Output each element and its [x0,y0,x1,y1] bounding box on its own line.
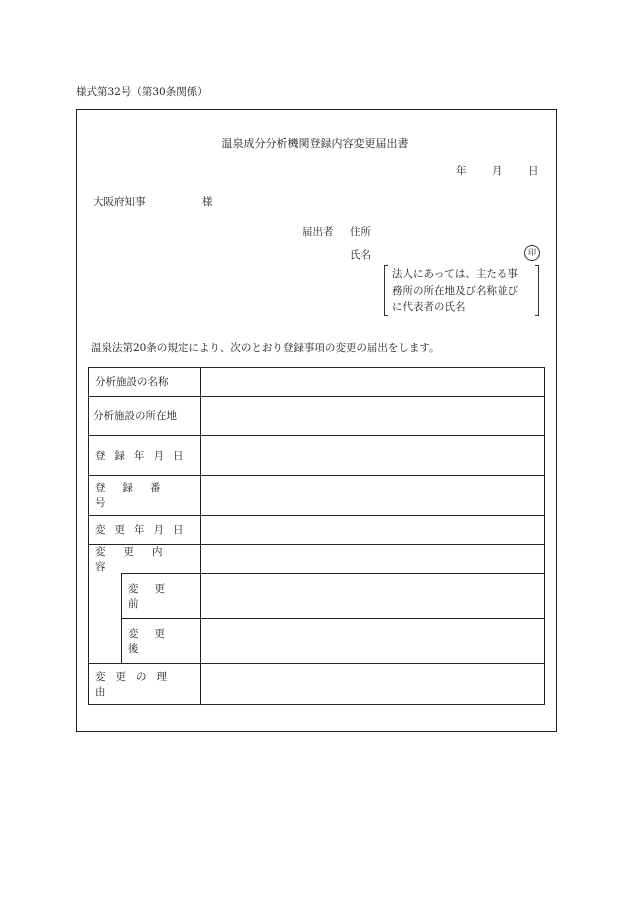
change-reason-label: 変更の理由 [95,670,177,698]
form-number-label: 様式第32号（第30条関係） [76,86,208,98]
notifier-address-label: 住所 [350,226,371,238]
seal-mark: 印 [524,245,540,261]
facility-name-label: 分析施設の名称 [95,376,169,388]
registration-date-label: 登録年月日 [95,449,193,462]
note-line: に代表者の氏名 [392,301,466,313]
date-day-label: 日 [528,165,539,177]
corporation-note [384,265,539,316]
facility-location-label: 分析施設の所在地 [93,410,177,422]
notifier-heading: 届出者 [302,226,334,238]
date-year-label: 年 [456,165,467,177]
change-date-label: 変更年月日 [95,524,193,536]
before-change-label: 変更前 [128,582,181,610]
bracket-left [384,265,388,316]
addressee-name: 大阪府知事 [93,196,146,208]
registration-number-label: 登録番号 [95,482,178,509]
note-line: 法人にあっては、主たる事 [392,268,518,280]
addressee-honorific: 様 [202,196,213,208]
change-content-label: 変更内容 [95,545,181,573]
date-month-label: 月 [492,165,503,177]
form-title: 温泉成分分析機関登録内容変更届出書 [221,137,409,150]
bracket-right [535,265,539,316]
notification-statement: 温泉法第20条の規定により、次のとおり登録事項の変更の届出をします。 [91,342,440,354]
note-line: 務所の所在地及び名称並び [392,284,518,297]
after-change-label: 変更後 [128,627,181,655]
notifier-name-label: 氏名 [350,249,371,261]
